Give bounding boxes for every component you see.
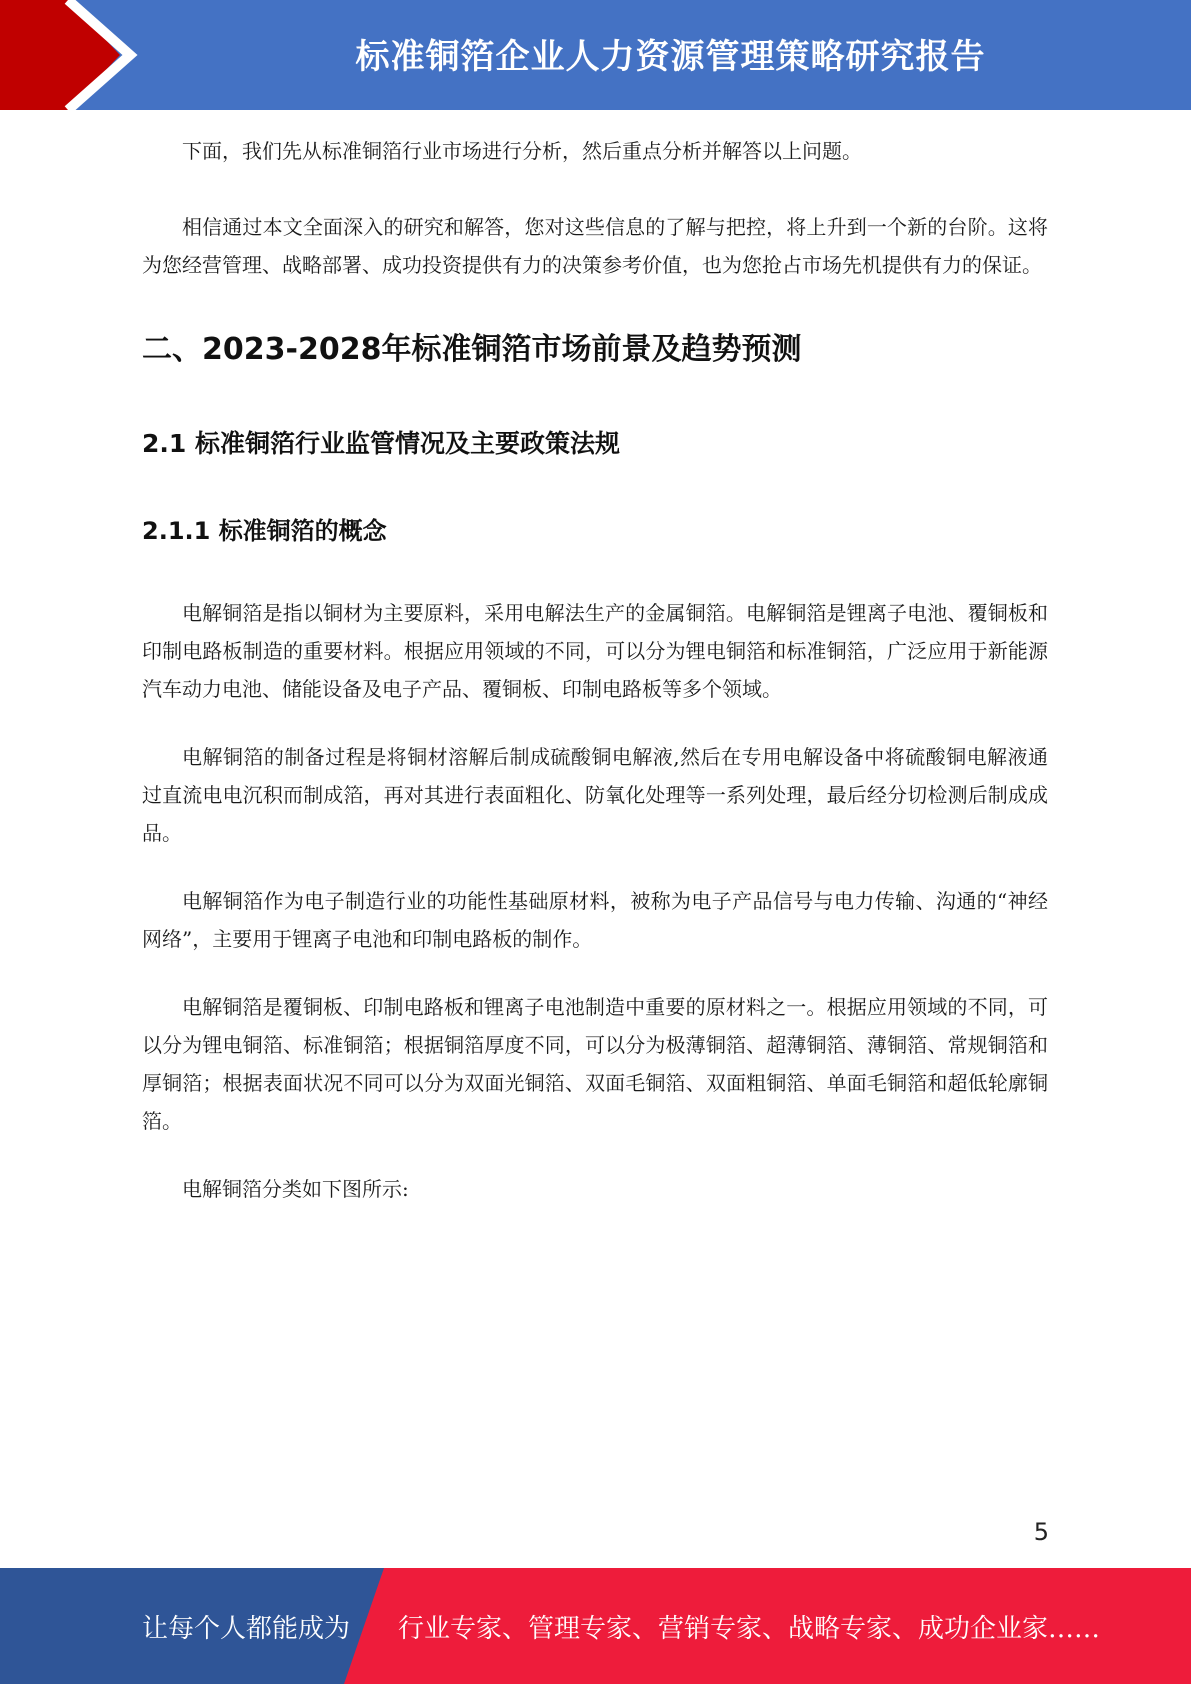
intro-paragraph: 下面，我们先从标准铜箔行业市场进行分析，然后重点分析并解答以上问题。 [182,139,862,163]
body-paragraph: 电解铜箔的制备过程是将铜材溶解后制成硫酸铜电解液,然后在专用电解设备中将硫酸铜电解液通过直流电电沉积而制成箔，再对其进行表面粗化、防氧化处理等一系列处理，最后经分切检测后制成成品。 [142,745,1048,845]
footer-slogan-left: 让每个人都能成为 [142,1613,351,1644]
document-body [142,132,1048,1208]
footer-banner [0,1568,1191,1684]
body-paragraph: 电解铜箔作为电子制造行业的功能性基础原材料，被称为电子产品信号与电力传输、沟通的“神经网络”，主要用于锂离子电池和印制电路板的制作。 [142,889,1048,951]
page-number: 5 [1033,1518,1049,1546]
red-arrow-icon [0,0,160,110]
chapter-heading: 二、2023-2028年标准铜箔市场前景及趋势预测 [142,332,802,367]
body-paragraph: 电解铜箔是覆铜板、印制电路板和锂离子电池制造中重要的原材料之一。根据应用领域的不同，可以分为锂电铜箔、标准铜箔；根据铜箔厚度不同，可以分为极薄铜箔、超薄铜箔、薄铜箔、常规铜箔和厚铜箔；根据表面状况不同可以分为双面光铜箔、双面毛铜箔、双面粗铜箔、单面毛铜箔和超低轮廓铜箔。 [142,995,1048,1133]
footer-slogan-right: 行业专家、管理专家、营销专家、战略专家、成功企业家…… [398,1613,1101,1644]
intro-paragraph: 相信通过本文全面深入的研究和解答，您对这些信息的了解与把控，将上升到一个新的台阶。这将为您经营管理、战略部署、成功投资提供有力的决策参考价值，也为您抢占市场先机提供有力的保证。 [142,215,1048,277]
report-title: 标准铜箔企业人力资源管理策略研究报告 [355,36,986,77]
section-heading: 2.1 标准铜箔行业监管情况及主要政策法规 [142,429,620,458]
subsection-heading: 2.1.1 标准铜箔的概念 [142,517,387,545]
body-paragraph: 电解铜箔分类如下图所示: [182,1177,409,1201]
header-banner [0,0,1191,110]
body-paragraph: 电解铜箔是指以铜材为主要原料，采用电解法生产的金属铜箔。电解铜箔是锂离子电池、覆铜板和印制电路板制造的重要材料。根据应用领域的不同，可以分为锂电铜箔和标准铜箔，广泛应用于新能源汽车动力电池、储能设备及电子产品、覆铜板、印制电路板等多个领域。 [142,601,1048,701]
